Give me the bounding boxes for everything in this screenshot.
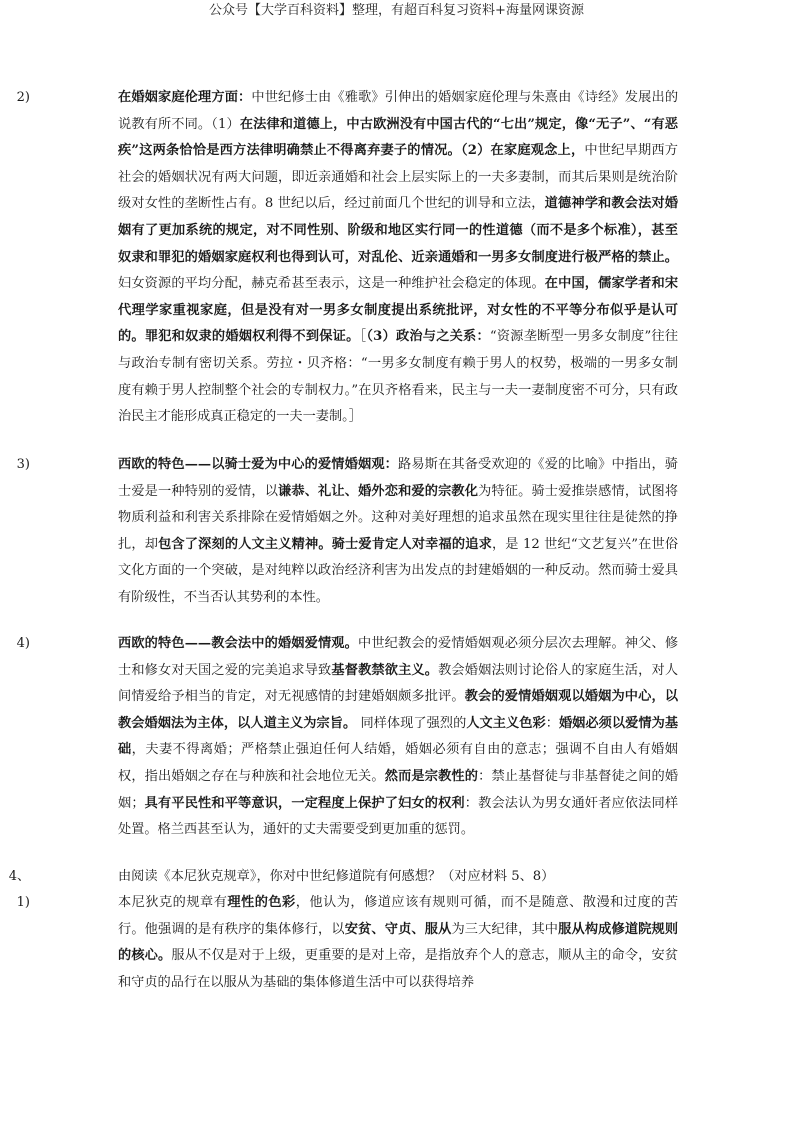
question-4-benedict-rule	[8, 864, 678, 891]
text-segment: 中世纪早期西方社会的婚姻状况有两大问题，即近亲通婚和社会上层实际上的一夫多妻制，而其后果则是统治阶级对女性的垄断性占有。8 世纪以后，经过前面几个世纪的训导和立法，	[118, 143, 678, 212]
bold-text-segment: 婚姻必须以爱情为基础	[118, 715, 679, 758]
bold-text-segment: 服从构成修道院规则的核心。	[118, 921, 679, 964]
bold-text-segment: 在法律和道德上，中古欧洲没有中国古代的“七出”规定，像“无子”、“有恶疾”这两条恰恰是西方法律明确禁止不得离弃妻子的情况。（2）在家庭观念上，	[118, 116, 678, 159]
item-number: 2)	[16, 90, 30, 105]
bold-text-segment: 道德神学和教会法对婚姻有了更加系统的规定，对不同性别、阶级和地区实行同一的性道德（而不是多个标准），甚至奴隶和罪犯的婚姻家庭权利也得到认可，对乱伦、近亲通婚和一男多女制度进行极严格的禁止。	[118, 196, 678, 265]
text-segment: 由阅读《本尼狄克规章》，你对中世纪修道院有何感想？（对应材料 5、8）	[118, 869, 555, 884]
text-segment: ［	[359, 329, 367, 345]
bold-text-segment: 基督教禁欲主义。	[331, 662, 439, 678]
text-segment: 教会婚姻法则讨论俗人的家庭生活，对人间情爱给予相当的肯定，对无视感情的封建婚姻颇多批评。	[118, 662, 679, 705]
text-segment: 路易斯在其备受欢迎的《爱的比喻》中指出，骑士爱是一种特别的爱情，以	[118, 457, 678, 499]
text-segment: 中世纪修士由《雅歌》引伸出的婚姻家庭伦理与朱熹由《诗经》发展出的说教有所不同。（1）	[118, 90, 679, 132]
bold-text-segment: 具有平民性和平等意识，一定程度上保护了妇女的权利	[144, 795, 465, 811]
text-segment: ：禁止基督徒与非基督徒之间的婚姻；	[118, 768, 679, 811]
list-item-3-chivalric-love	[16, 452, 679, 612]
paragraph-text	[118, 452, 678, 612]
list-item-2-marriage-ethics	[16, 85, 679, 431]
bold-text-segment: （3）政治与之关系：	[366, 329, 490, 345]
bold-text-segment: 在中国，儒家学者和宋代理学家重视家庭，但是没有对一男多女制度提出系统批评，对女性的不平等分布似乎是认可的。罪犯和奴隶的婚姻权利得不到保证。	[118, 276, 679, 345]
bold-text-segment: 西欧的特色——以骑士爱为中心的爱情婚姻观：	[118, 457, 398, 472]
page-header: 公众号【大学百科资料】整理，有超百科复习资料+海量网课资源	[209, 3, 584, 18]
item-number: 3)	[16, 457, 30, 472]
text-segment: 妇女资源的平均分配，赫克希甚至表示，这是一种维护社会稳定的体现。	[118, 276, 545, 292]
text-segment: ，他认为，修道应该有规则可循，而不是随意、散漫和过度的苦行。他强调的是有秩序的集体修行，以	[118, 895, 679, 937]
text-segment: ，夫妻不得离婚；严格禁止强迫任何人结婚，婚姻必须有自由的意志；强调不自由人有婚姻权，指出婚姻之存在与种族和社会地位无关。	[118, 742, 678, 784]
text-segment: ：	[545, 715, 559, 731]
text-segment: “资源垄断型一男多女制度”往往与政治专制有密切关系。劳拉・贝齐格：“一男多女制度有赖于男人的权势，极端的一男多女制度有赖于男人控制整个社会的专制权力。”在贝齐格看来，民主与一夫一妻制度密不可分，只有政治民主才能形成真正稳定的一夫一妻制。］	[118, 329, 679, 425]
item-number: 4、	[8, 869, 30, 884]
bold-text-segment: 谦恭、礼让、婚外恋和爱的宗教化	[278, 483, 479, 499]
bold-text-segment: 然而是宗教性的	[384, 768, 479, 784]
paragraph-text	[118, 631, 678, 844]
bold-text-segment: 教会的爱情婚姻观以婚姻为中心，以教会婚姻法为主体，以人道主义为宗旨。	[118, 689, 679, 731]
text-segment: 中世纪教会的爱情婚姻观必须分层次去理解。神父、修士和修女对天国之爱的完美追求导致	[118, 636, 679, 678]
bold-text-segment: 人文主义色彩	[466, 715, 546, 731]
text-segment: 服从不仅是对于上级，更重要的是对上帝，是指放弃个人的意志，顺从主的命令，安贫和守贞的品行在以服从为基础的集体修道生活中可以获得培养	[118, 948, 679, 990]
text-segment: 本尼狄克的规章有	[118, 895, 228, 910]
text-segment: ，是 12 世纪“文艺复兴”在世俗文化方面的一个突破，是对纯粹以政治经济利害为出发点的封建婚姻的一种反动。然而骑士爱具有阶级性，不当否认其势利的本性。	[118, 536, 679, 605]
bold-text-segment: 安贫、守贞、服从	[344, 921, 452, 937]
paragraph-text	[118, 890, 678, 996]
item-number: 1)	[16, 895, 30, 910]
bold-text-segment: 在婚姻家庭伦理方面：	[118, 90, 252, 105]
question-text	[118, 864, 678, 891]
paragraph-text	[118, 85, 678, 431]
text-segment: 同样体现了强烈的	[356, 715, 467, 731]
text-segment: ：教会法认为男女通奸者应依法同样处置。格兰西甚至认为，通奸的丈夫需要受到更加重的惩罚。	[118, 795, 679, 838]
text-segment: 为特征。骑士爱推崇感情，试图将物质利益和利害关系排除在爱情婚姻之外。这种对美好理想的追求虽然在现实里往往是徒然的挣扎，却	[118, 483, 679, 552]
bold-text-segment: 西欧的特色——教会法中的婚姻爱情观。	[118, 636, 358, 651]
bold-text-segment: 理性的色彩	[227, 895, 296, 910]
item-number: 4)	[16, 636, 30, 651]
list-item-1-rational-rule	[16, 890, 679, 996]
list-item-4-canon-law-love	[16, 631, 679, 844]
bold-text-segment: 包含了深刻的人文主义精神。骑士爱肯定人对幸福的追求	[158, 536, 492, 552]
text-segment: 为三大纪律，其中	[451, 921, 559, 937]
